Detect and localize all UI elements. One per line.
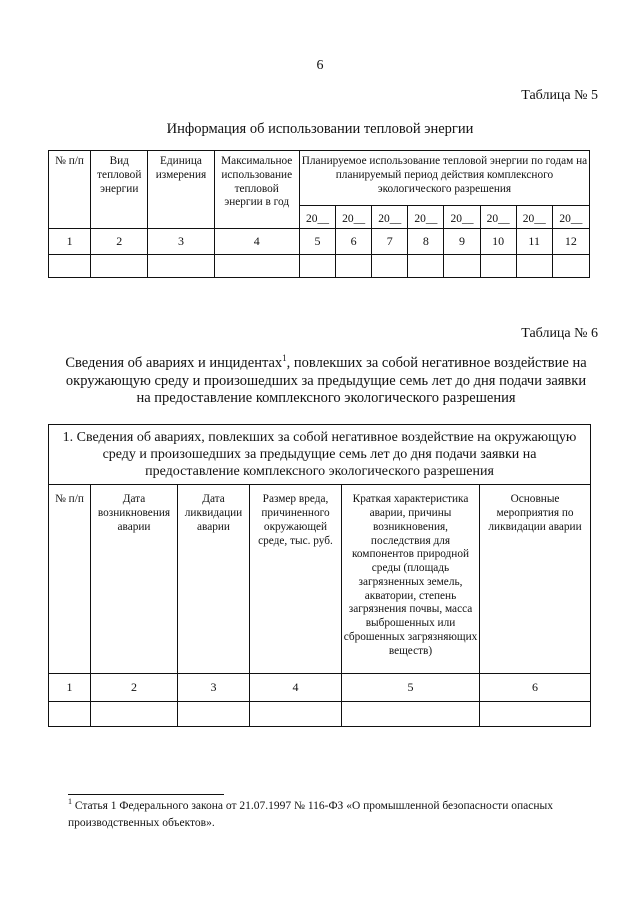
table-6-title-part1: Сведения об авариях и инцидентах — [65, 355, 283, 371]
t6-col-number: 2 — [91, 674, 178, 702]
t5-year-cell: 20__ — [408, 206, 444, 229]
footnote-marker: 1 — [68, 797, 72, 807]
t5-col-number: 7 — [372, 229, 408, 255]
t5-empty-row — [49, 255, 590, 278]
t6-header-date-occurred: Дата возникновения аварии — [91, 485, 178, 674]
t5-col-number: 9 — [444, 229, 480, 255]
t5-year-cell: 20__ — [516, 206, 552, 229]
t5-col-number: 12 — [552, 229, 589, 255]
table-6-title — [60, 355, 592, 408]
t6-col-number: 4 — [250, 674, 342, 702]
t5-col-number: 3 — [148, 229, 214, 255]
t6-header-measures: Основные мероприятия по ликвидации аварии — [480, 485, 591, 674]
footnote-ref: 1 — [282, 353, 287, 364]
t5-col-number: 10 — [480, 229, 516, 255]
t5-col-number: 2 — [91, 229, 148, 255]
footnote-separator — [68, 794, 224, 795]
t5-col-number: 5 — [299, 229, 335, 255]
t5-header-max: Максимальное использование тепловой энергии в год — [214, 151, 299, 229]
t6-col-number: 1 — [49, 674, 91, 702]
t5-col-number: 8 — [408, 229, 444, 255]
t5-col-number: 1 — [49, 229, 91, 255]
t5-header-unit: Единица измерения — [148, 151, 214, 229]
t5-col-number: 6 — [336, 229, 372, 255]
table-6-title-part2: , повлекших за собой негативное воздействие на окружающую среду и произошедших за предыдущие семь лет до дня подачи заявки на предоставление комплексного экологического разрешения — [65, 355, 587, 407]
footnote — [68, 798, 604, 831]
table-6-label: Таблица № 6 — [521, 326, 598, 341]
t5-col-number: 4 — [214, 229, 299, 255]
page-number: 6 — [316, 58, 324, 73]
t6-header-date-liquidated: Дата ликвидации аварии — [178, 485, 250, 674]
t6-header-description: Краткая характеристика аварии, причины возникновения, последствия для компонентов природной среды (площадь загрязненных земель, акватории, степень загрязнения почвы, масса выброшенных или сброшенных загрязняющих веществ) — [342, 485, 480, 674]
t6-header-damage: Размер вреда, причиненного окружающей среде, тыс. руб. — [250, 485, 342, 674]
table-6 — [48, 424, 591, 727]
t6-empty-row — [49, 702, 591, 727]
t6-section-caption: 1. Сведения об авариях, повлекших за собой негативное воздействие на окружающую среду и произошедших за предыдущие семь лет до дня подачи заявки на предоставление комплексного экологического разрешения — [49, 425, 591, 485]
t6-col-number: 6 — [480, 674, 591, 702]
table-5-label: Таблица № 5 — [521, 88, 598, 103]
t6-header-num: № п/п — [49, 485, 91, 674]
t5-header-planned: Планируемое использование тепловой энергии по годам на планируемый период действия комплексного экологического разрешения — [299, 151, 589, 206]
t5-header-num: № п/п — [49, 151, 91, 229]
t5-year-cell: 20__ — [480, 206, 516, 229]
footnote-text: Статья 1 Федерального закона от 21.07.1997 № 116-ФЗ «О промышленной безопасности опасных производственных объектов». — [68, 800, 553, 829]
t5-header-type: Вид тепловой энергии — [91, 151, 148, 229]
t5-col-number: 11 — [516, 229, 552, 255]
t6-col-number: 5 — [342, 674, 480, 702]
t5-year-cell: 20__ — [552, 206, 589, 229]
t5-year-cell: 20__ — [336, 206, 372, 229]
t5-year-cell: 20__ — [372, 206, 408, 229]
t5-year-cell: 20__ — [299, 206, 335, 229]
table-5 — [48, 150, 590, 278]
t5-year-cell: 20__ — [444, 206, 480, 229]
table-5-title: Информация об использовании тепловой энергии — [166, 121, 474, 137]
t6-col-number: 3 — [178, 674, 250, 702]
